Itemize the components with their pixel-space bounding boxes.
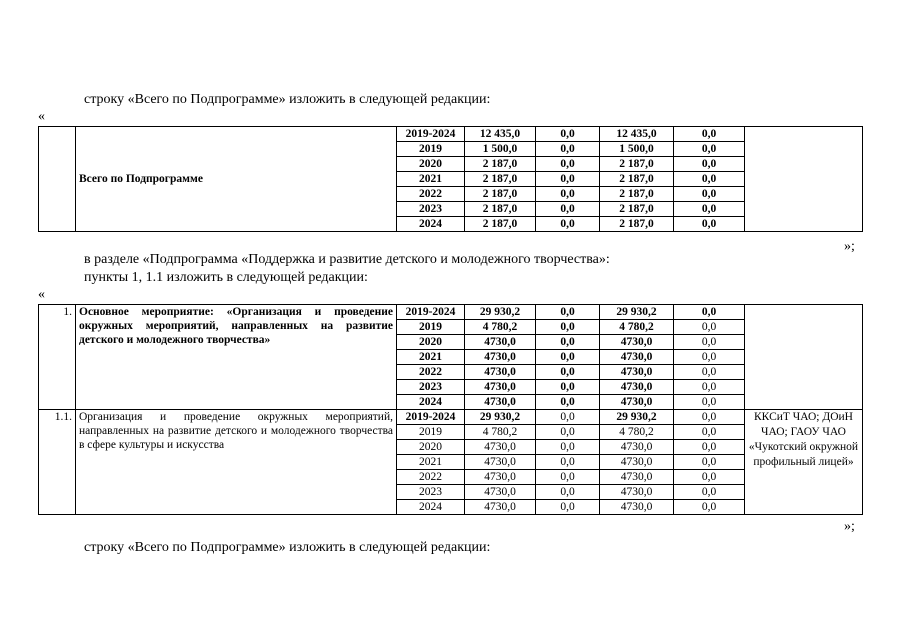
row-number-cell	[39, 127, 76, 232]
regional-cell: 4730,0	[600, 470, 674, 485]
other-cell: 0,0	[674, 202, 745, 217]
other-cell: 0,0	[674, 455, 745, 470]
federal-cell: 0,0	[536, 500, 600, 515]
total-cell: 4730,0	[465, 470, 536, 485]
item-description-cell: Основное мероприятие: «Организация и проведение окружных мероприятий, направленных на развитие детского и молодежного творчества»	[76, 305, 397, 410]
other-cell: 0,0	[674, 470, 745, 485]
other-cell: 0,0	[674, 142, 745, 157]
year-cell: 2019	[397, 320, 465, 335]
regional-cell: 12 435,0	[600, 127, 674, 142]
regional-cell: 4730,0	[600, 365, 674, 380]
federal-cell: 0,0	[536, 157, 600, 172]
year-cell: 2023	[397, 380, 465, 395]
regional-cell: 4 780,2	[600, 425, 674, 440]
instruction-line-4: строку «Всего по Подпрограмме» изложить в следующей редакции:	[84, 540, 491, 555]
total-cell: 4 780,2	[465, 320, 536, 335]
table2-body	[39, 305, 863, 515]
regional-cell: 4730,0	[600, 335, 674, 350]
table-row	[39, 410, 863, 425]
table1-body	[39, 127, 863, 232]
total-cell: 4730,0	[465, 335, 536, 350]
executor-cell: ККСиТ ЧАО; ДОиН ЧАО; ГАОУ ЧАО «Чукотский окружной профильный лицей»	[745, 410, 863, 515]
other-cell: 0,0	[674, 172, 745, 187]
close-quote-2: »;	[844, 519, 855, 534]
instruction-line-3: пункты 1, 1.1 изложить в следующей редакции:	[84, 270, 368, 285]
open-quote-1: «	[38, 109, 45, 124]
other-cell: 0,0	[674, 187, 745, 202]
subprogram-total-label: Всего по Подпрограмме	[76, 127, 397, 232]
total-cell: 4730,0	[465, 395, 536, 410]
total-cell: 12 435,0	[465, 127, 536, 142]
other-cell: 0,0	[674, 320, 745, 335]
federal-cell: 0,0	[536, 455, 600, 470]
regional-cell: 4730,0	[600, 455, 674, 470]
year-cell: 2020	[397, 440, 465, 455]
other-cell: 0,0	[674, 410, 745, 425]
federal-cell: 0,0	[536, 365, 600, 380]
total-cell: 29 930,2	[465, 410, 536, 425]
total-cell: 29 930,2	[465, 305, 536, 320]
other-cell: 0,0	[674, 127, 745, 142]
total-cell: 4730,0	[465, 350, 536, 365]
total-cell: 1 500,0	[465, 142, 536, 157]
other-cell: 0,0	[674, 380, 745, 395]
year-cell: 2019-2024	[397, 305, 465, 320]
subprogram-items-table	[38, 304, 863, 515]
total-cell: 2 187,0	[465, 172, 536, 187]
regional-cell: 2 187,0	[600, 202, 674, 217]
regional-cell: 4730,0	[600, 350, 674, 365]
year-cell: 2024	[397, 395, 465, 410]
year-cell: 2019-2024	[397, 127, 465, 142]
other-cell: 0,0	[674, 365, 745, 380]
other-cell: 0,0	[674, 485, 745, 500]
year-cell: 2023	[397, 485, 465, 500]
regional-cell: 4730,0	[600, 485, 674, 500]
item-number-cell: 1.	[39, 305, 76, 410]
executor-cell	[745, 305, 863, 410]
subprogram-total-table-1	[38, 126, 863, 232]
federal-cell: 0,0	[536, 425, 600, 440]
instruction-line-1: строку «Всего по Подпрограмме» изложить в следующей редакции:	[84, 92, 491, 107]
year-cell: 2022	[397, 187, 465, 202]
other-cell: 0,0	[674, 425, 745, 440]
federal-cell: 0,0	[536, 380, 600, 395]
other-cell: 0,0	[674, 157, 745, 172]
other-cell: 0,0	[674, 305, 745, 320]
regional-cell: 2 187,0	[600, 157, 674, 172]
total-cell: 4730,0	[465, 365, 536, 380]
total-cell: 2 187,0	[465, 187, 536, 202]
federal-cell: 0,0	[536, 127, 600, 142]
close-quote-1: »;	[844, 239, 855, 254]
item-number-cell: 1.1.	[39, 410, 76, 515]
federal-cell: 0,0	[536, 305, 600, 320]
total-cell: 2 187,0	[465, 217, 536, 232]
item-description-cell: Организация и проведение окружных мероприятий, направленных на развитие детского и молодежного творчества в сфере культуры и искусства	[76, 410, 397, 515]
executor-cell	[745, 127, 863, 232]
year-cell: 2021	[397, 350, 465, 365]
table-row	[39, 305, 863, 320]
federal-cell: 0,0	[536, 440, 600, 455]
year-cell: 2020	[397, 335, 465, 350]
regional-cell: 4 780,2	[600, 320, 674, 335]
open-quote-2: «	[38, 287, 45, 302]
regional-cell: 2 187,0	[600, 187, 674, 202]
total-cell: 4730,0	[465, 485, 536, 500]
federal-cell: 0,0	[536, 187, 600, 202]
total-cell: 4730,0	[465, 455, 536, 470]
federal-cell: 0,0	[536, 142, 600, 157]
federal-cell: 0,0	[536, 217, 600, 232]
other-cell: 0,0	[674, 350, 745, 365]
regional-cell: 4730,0	[600, 440, 674, 455]
federal-cell: 0,0	[536, 470, 600, 485]
total-cell: 2 187,0	[465, 202, 536, 217]
year-cell: 2023	[397, 202, 465, 217]
regional-cell: 4730,0	[600, 395, 674, 410]
federal-cell: 0,0	[536, 485, 600, 500]
regional-cell: 2 187,0	[600, 172, 674, 187]
federal-cell: 0,0	[536, 350, 600, 365]
year-cell: 2024	[397, 500, 465, 515]
federal-cell: 0,0	[536, 410, 600, 425]
other-cell: 0,0	[674, 335, 745, 350]
year-cell: 2020	[397, 157, 465, 172]
total-cell: 4730,0	[465, 380, 536, 395]
other-cell: 0,0	[674, 395, 745, 410]
total-cell: 4730,0	[465, 500, 536, 515]
federal-cell: 0,0	[536, 335, 600, 350]
total-cell: 4730,0	[465, 440, 536, 455]
year-cell: 2019-2024	[397, 410, 465, 425]
federal-cell: 0,0	[536, 320, 600, 335]
regional-cell: 4730,0	[600, 380, 674, 395]
table-row	[39, 127, 863, 142]
year-cell: 2021	[397, 172, 465, 187]
federal-cell: 0,0	[536, 395, 600, 410]
regional-cell: 1 500,0	[600, 142, 674, 157]
total-cell: 4 780,2	[465, 425, 536, 440]
other-cell: 0,0	[674, 440, 745, 455]
regional-cell: 2 187,0	[600, 217, 674, 232]
federal-cell: 0,0	[536, 172, 600, 187]
year-cell: 2024	[397, 217, 465, 232]
total-cell: 2 187,0	[465, 157, 536, 172]
federal-cell: 0,0	[536, 202, 600, 217]
regional-cell: 29 930,2	[600, 410, 674, 425]
other-cell: 0,0	[674, 217, 745, 232]
other-cell: 0,0	[674, 500, 745, 515]
year-cell: 2022	[397, 365, 465, 380]
year-cell: 2022	[397, 470, 465, 485]
regional-cell: 4730,0	[600, 500, 674, 515]
year-cell: 2019	[397, 142, 465, 157]
year-cell: 2019	[397, 425, 465, 440]
regional-cell: 29 930,2	[600, 305, 674, 320]
instruction-line-2: в разделе «Подпрограмма «Поддержка и развитие детского и молодежного творчества»:	[84, 252, 610, 267]
year-cell: 2021	[397, 455, 465, 470]
